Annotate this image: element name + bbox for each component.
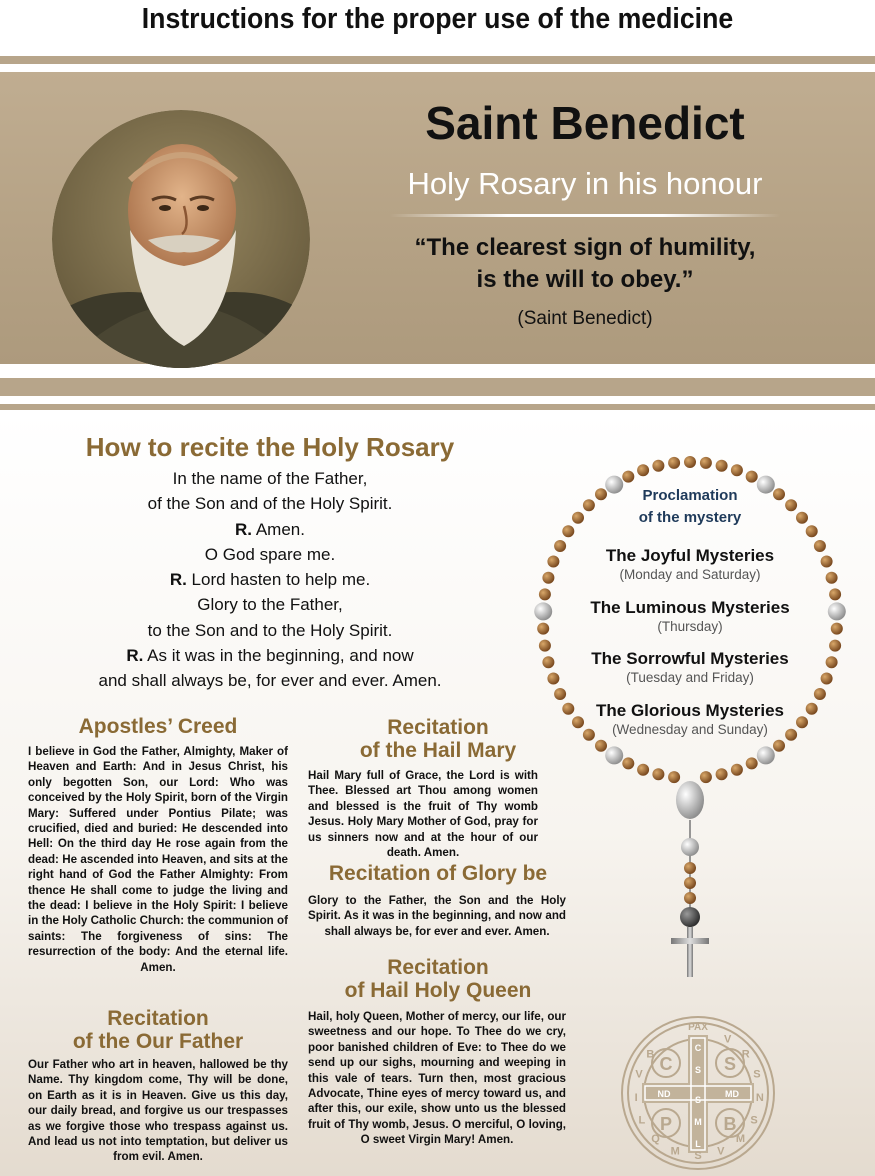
- rosary-bead: [554, 688, 566, 700]
- rosary-bead: [716, 768, 728, 780]
- crucifix-icon: [687, 927, 693, 977]
- medal-letter: C: [659, 1054, 673, 1074]
- medal-pax: PAX: [688, 1022, 708, 1033]
- rosary-bead: [539, 588, 551, 600]
- mystery-joyful: [560, 546, 820, 582]
- divider-band: [0, 378, 875, 396]
- medal-ring-letter: M: [670, 1145, 680, 1158]
- how-to-instructions: [40, 466, 500, 694]
- rosary-bead: [534, 602, 552, 620]
- medal-letter: M: [694, 1117, 702, 1127]
- proclamation-line: Proclamation: [642, 487, 738, 504]
- mystery-sorrowful: [560, 649, 820, 685]
- instruction-text: As it was in the beginning, and now: [143, 646, 414, 666]
- heading-line: of Hail Holy Queen: [344, 979, 532, 1002]
- rosary-bead: [637, 464, 649, 476]
- mystery-days: (Monday and Saturday): [619, 567, 761, 582]
- medal-letter: B: [723, 1114, 737, 1134]
- page-title: Instructions for the proper use of the medicine: [141, 3, 734, 35]
- how-to-heading: How to recite the Holy Rosary: [85, 432, 455, 462]
- holy-queen-text: Hail, holy Queen, Mother of mercy, our life, our sweetness and our hope. To Thee do we cry, poor banished children of Eve: to Thee do we send up our sighs, mourning and weeping in this vale of tears. Turn then, most gracious Advocate, Thine eyes of mercy toward us, and after this, our exile, show unto us the blessed fruit of Thy womb, Jesus. O merciful, O loving, O sweet Virgin Mary! Amen.: [308, 1010, 566, 1147]
- saint-portrait: [52, 110, 310, 368]
- hero-divider: [390, 214, 780, 217]
- rosary-bead: [583, 499, 595, 511]
- quote-line: is the will to obey.”: [476, 266, 694, 293]
- hero-title: Saint Benedict: [425, 97, 745, 149]
- medal-letter: MD: [725, 1089, 739, 1099]
- medal-ring-letter: R: [741, 1048, 750, 1061]
- rosary-bead: [537, 623, 549, 635]
- rosary-bead: [668, 457, 680, 469]
- hero-quote: [370, 232, 800, 296]
- rosary-bead: [684, 877, 696, 889]
- glory-be-heading: Recitation of Glory be: [328, 862, 548, 885]
- medal-ring-letter: S: [694, 1150, 702, 1162]
- medal-letter: L: [695, 1139, 701, 1149]
- medal-ring-letter: M: [735, 1133, 746, 1146]
- instruction-line: [40, 567, 500, 592]
- response-label: R.: [235, 519, 253, 539]
- rosary-bead: [831, 623, 843, 635]
- instruction-text: Lord hasten to help me.: [186, 570, 371, 590]
- heading-line: of the Our Father: [72, 1030, 244, 1053]
- rosary-bead: [700, 771, 712, 783]
- instruction-line: of the Son and of the Holy Spirit.: [147, 494, 393, 514]
- heading-line: of the Hail Mary: [359, 739, 517, 762]
- medal-letter: S: [694, 1065, 702, 1075]
- rosary-bead: [652, 768, 664, 780]
- medal-ring-letter: B: [646, 1048, 655, 1061]
- mystery-name: The Luminous Mysteries: [590, 598, 790, 617]
- proclamation-line: of the mystery: [638, 509, 742, 526]
- creed-text: I believe in God the Father, Almighty, Maker of Heaven and Earth: And in Jesus Christ, his only begotten Son, our Lord: Who was conceived by the Holy Spirit, born of the Virgin Mary: Suffered under Pontius Pilate; was crucified, died and buried: He descended into Hell: On the third day He rose again from the dead: He ascended into Heaven, and sits at the right hand of God the Father Almighty: From thence He shall come to judge the living and the dead: I believe in the Holy Spirit: I believe in the Holy Catholic Church: the communion of saints: The forgiveness of sins: The resurrection of the body: And the eternal life. Amen.: [28, 745, 288, 974]
- rosary-bead: [731, 464, 743, 476]
- quote-author: (Saint Benedict): [517, 308, 653, 329]
- our-father-text: Our Father who art in heaven, hallowed be thy Name. Thy kingdom come, Thy will be done, on Earth as it is in Heaven. Give us this day, our daily bread, and forgive us our trespasses as we forgive those who trespass against us. And lead us not into temptation, but deliver us from evil. Amen.: [28, 1058, 288, 1164]
- medal-letter: S: [694, 1095, 702, 1105]
- hero-subtitle: Holy Rosary in his honour: [407, 166, 763, 201]
- rosary-bead: [542, 572, 554, 584]
- instruction-line: O God spare me.: [204, 544, 336, 564]
- rosary-bead: [622, 757, 634, 769]
- rosary-bead: [716, 460, 728, 472]
- medal-ring-letter: V: [635, 1068, 643, 1081]
- rosary-bead: [746, 471, 758, 483]
- proclamation-label: [600, 485, 780, 529]
- medal-ring-letter: N: [755, 1091, 764, 1104]
- heading-line: Recitation: [107, 1007, 209, 1030]
- mystery-days: (Thursday): [657, 619, 723, 634]
- rosary-bead: [637, 764, 649, 776]
- rosary-bead: [684, 456, 696, 468]
- instruction-line: to the Son and to the Holy Spirit.: [147, 620, 393, 640]
- heading-line: Recitation: [387, 716, 489, 739]
- divider-band: [0, 56, 875, 64]
- saint-benedict-medal-icon: [618, 1013, 778, 1173]
- mystery-glorious: [560, 701, 820, 737]
- rosary-bead: [542, 656, 554, 668]
- medal-ring-letter: V: [717, 1145, 725, 1158]
- rosary-bead: [757, 746, 775, 764]
- rosary-bead: [684, 862, 696, 874]
- mystery-days: (Tuesday and Friday): [626, 670, 754, 685]
- rosary-bead: [680, 907, 700, 927]
- rosary-bead: [821, 556, 833, 568]
- rosary-bead: [746, 757, 758, 769]
- medal-ring-letter: S: [750, 1114, 758, 1127]
- divider-band: [0, 404, 875, 410]
- our-father-heading: [28, 1007, 288, 1053]
- rosary-bead: [547, 673, 559, 685]
- rosary-bead: [826, 572, 838, 584]
- mystery-name: The Sorrowful Mysteries: [591, 649, 789, 668]
- rosary-bead: [821, 673, 833, 685]
- heading-line: Recitation: [387, 956, 489, 979]
- rosary-bead: [595, 740, 607, 752]
- rosary-bead: [562, 525, 574, 537]
- response-label: R.: [126, 646, 144, 666]
- rosary-bead: [605, 746, 623, 764]
- rosary-bead: [814, 688, 826, 700]
- crucifix-arm: [671, 938, 709, 944]
- rosary-bead: [539, 640, 551, 652]
- rosary-bead: [806, 525, 818, 537]
- rosary-bead: [731, 764, 743, 776]
- rosary-bead: [700, 457, 712, 469]
- medal-ring-letter: L: [638, 1114, 646, 1127]
- rosary-bead: [829, 588, 841, 600]
- creed-heading: Apostles’ Creed: [78, 715, 238, 738]
- rosary-bead: [773, 740, 785, 752]
- medal-ring-letter: V: [724, 1033, 732, 1046]
- rosary-bead: [572, 512, 584, 524]
- instruction-line: [40, 517, 500, 542]
- rosary-bead: [547, 556, 559, 568]
- rosary-bead: [829, 640, 841, 652]
- mystery-name: The Joyful Mysteries: [605, 546, 775, 565]
- medal-letter: S: [723, 1054, 737, 1074]
- medal-letter: P: [659, 1114, 673, 1134]
- medal-ring-letter: Q: [651, 1133, 660, 1146]
- instruction-line: In the name of the Father,: [172, 469, 368, 488]
- hail-mary-text: Hail Mary full of Grace, the Lord is with Thee. Blessed art Thou among women and blessed is the fruit of Thy womb Jesus. Holy Mary Mother of God, pray for us sinners now and at the hour of our death. Amen.: [308, 769, 538, 860]
- rosary-bead: [684, 892, 696, 904]
- glory-be-text: Glory to the Father, the Son and the Holy Spirit. As it was in the beginning, and now and shall always be, for ever and ever. Amen.: [308, 894, 566, 938]
- instruction-text: Amen.: [252, 519, 305, 539]
- medal-letter: C: [694, 1043, 702, 1053]
- mystery-name: The Glorious Mysteries: [596, 701, 784, 720]
- instruction-line: Glory to the Father,: [197, 595, 343, 615]
- rosary-bead: [796, 512, 808, 524]
- instruction-line: and shall always be, for ever and ever. Amen.: [98, 671, 442, 691]
- response-label: R.: [169, 570, 187, 590]
- rosary-bead: [826, 656, 838, 668]
- mystery-luminous: [560, 598, 820, 634]
- rosary-medal-bead: [676, 781, 704, 819]
- rosary-bead: [828, 602, 846, 620]
- rosary-bead: [681, 838, 699, 856]
- rosary-bead: [622, 471, 634, 483]
- medal-letter: ND: [657, 1089, 671, 1099]
- rosary-bead: [652, 460, 664, 472]
- mystery-days: (Wednesday and Sunday): [612, 722, 768, 737]
- rosary-bead: [785, 499, 797, 511]
- medal-ring-letter: I: [634, 1091, 638, 1104]
- rosary-bead: [668, 771, 680, 783]
- quote-line: “The clearest sign of humility,: [414, 234, 756, 261]
- medal-ring-letter: S: [753, 1068, 761, 1081]
- instruction-line: [40, 643, 500, 668]
